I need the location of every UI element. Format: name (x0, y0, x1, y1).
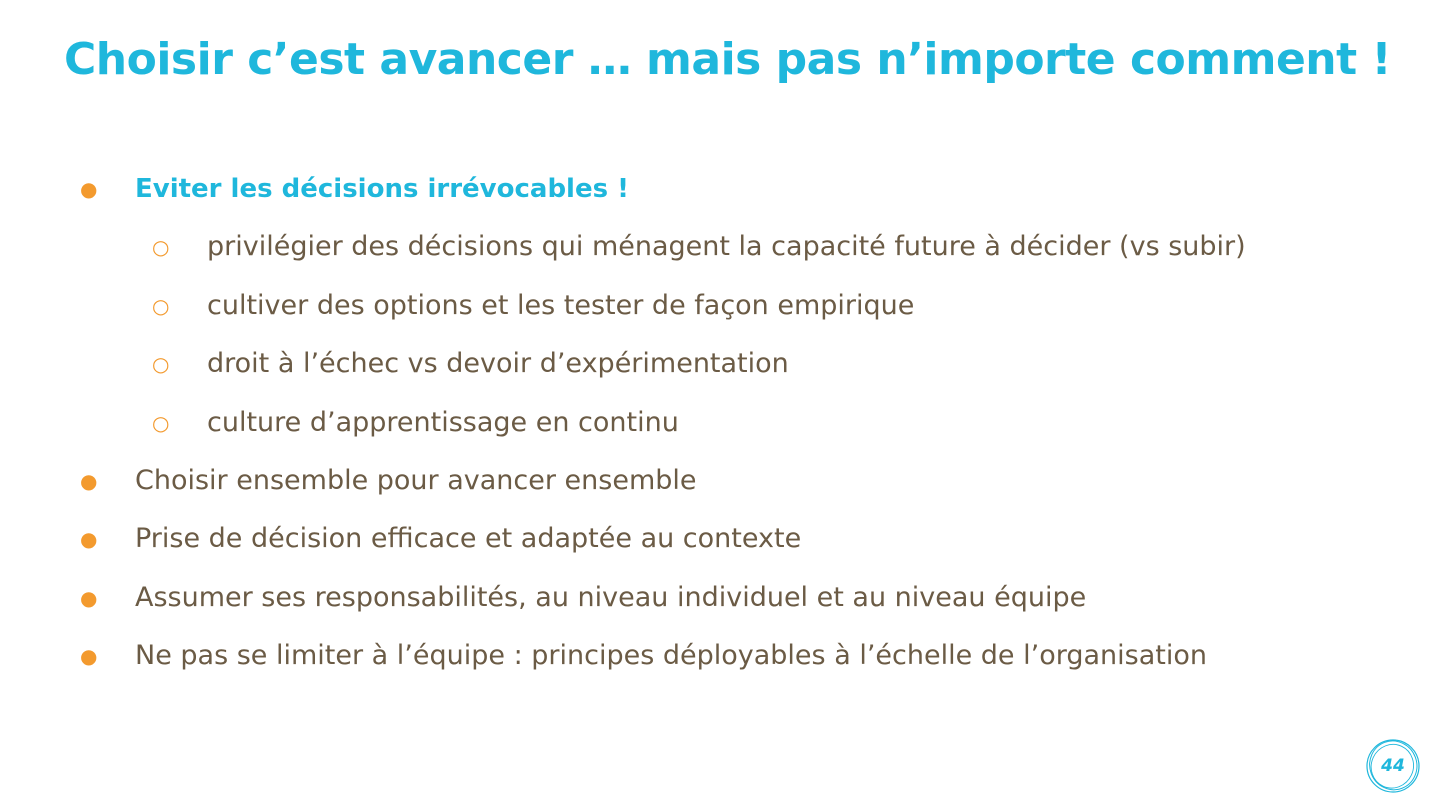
page-number: 44 (1381, 756, 1405, 776)
bullet-list (0, 160, 1440, 686)
bullet-text: Ne pas se limiter à l’équipe : principes déployables à l’échelle de l’organisation (135, 640, 1207, 672)
sub-bullet-item (0, 394, 1440, 452)
filled-bullet-icon: ● (80, 527, 98, 552)
sub-bullet-text: cultiver des options et les tester de façon empirique (207, 289, 915, 321)
sub-bullet-item (0, 335, 1440, 393)
bullet-text: Prise de décision efficace et adaptée au contexte (135, 523, 802, 555)
filled-bullet-icon: ● (80, 177, 98, 201)
hollow-bullet-icon: ○ (152, 293, 170, 318)
bullet-item-avoid-irrevocable (0, 160, 1440, 218)
slide-title: Choisir c’est avancer … mais pas n’importe comment ! (64, 34, 1392, 85)
sub-bullet-text: droit à l’échec vs devoir d’expérimentation (207, 348, 789, 380)
filled-bullet-icon: ● (80, 585, 98, 610)
bullet-text: Eviter les décisions irrévocables ! (135, 174, 629, 204)
sub-bullet-item (0, 277, 1440, 335)
filled-bullet-icon: ● (80, 468, 98, 493)
hollow-bullet-icon: ○ (152, 410, 170, 435)
sub-bullet-text: privilégier des décisions qui ménagent la capacité future à décider (vs subir) (207, 231, 1246, 263)
sub-bullet-item (0, 218, 1440, 276)
hollow-bullet-icon: ○ (152, 352, 170, 377)
bullet-item (0, 627, 1440, 685)
bullet-item (0, 569, 1440, 627)
filled-bullet-icon: ● (80, 644, 98, 669)
bullet-item (0, 510, 1440, 568)
bullet-item (0, 452, 1440, 510)
page-number-badge (1365, 738, 1421, 794)
bullet-text: Choisir ensemble pour avancer ensemble (135, 464, 697, 496)
bullet-text: Assumer ses responsabilités, au niveau individuel et au niveau équipe (135, 581, 1087, 613)
hollow-bullet-icon: ○ (152, 235, 170, 260)
sub-bullet-text: culture d’apprentissage en continu (207, 406, 679, 438)
